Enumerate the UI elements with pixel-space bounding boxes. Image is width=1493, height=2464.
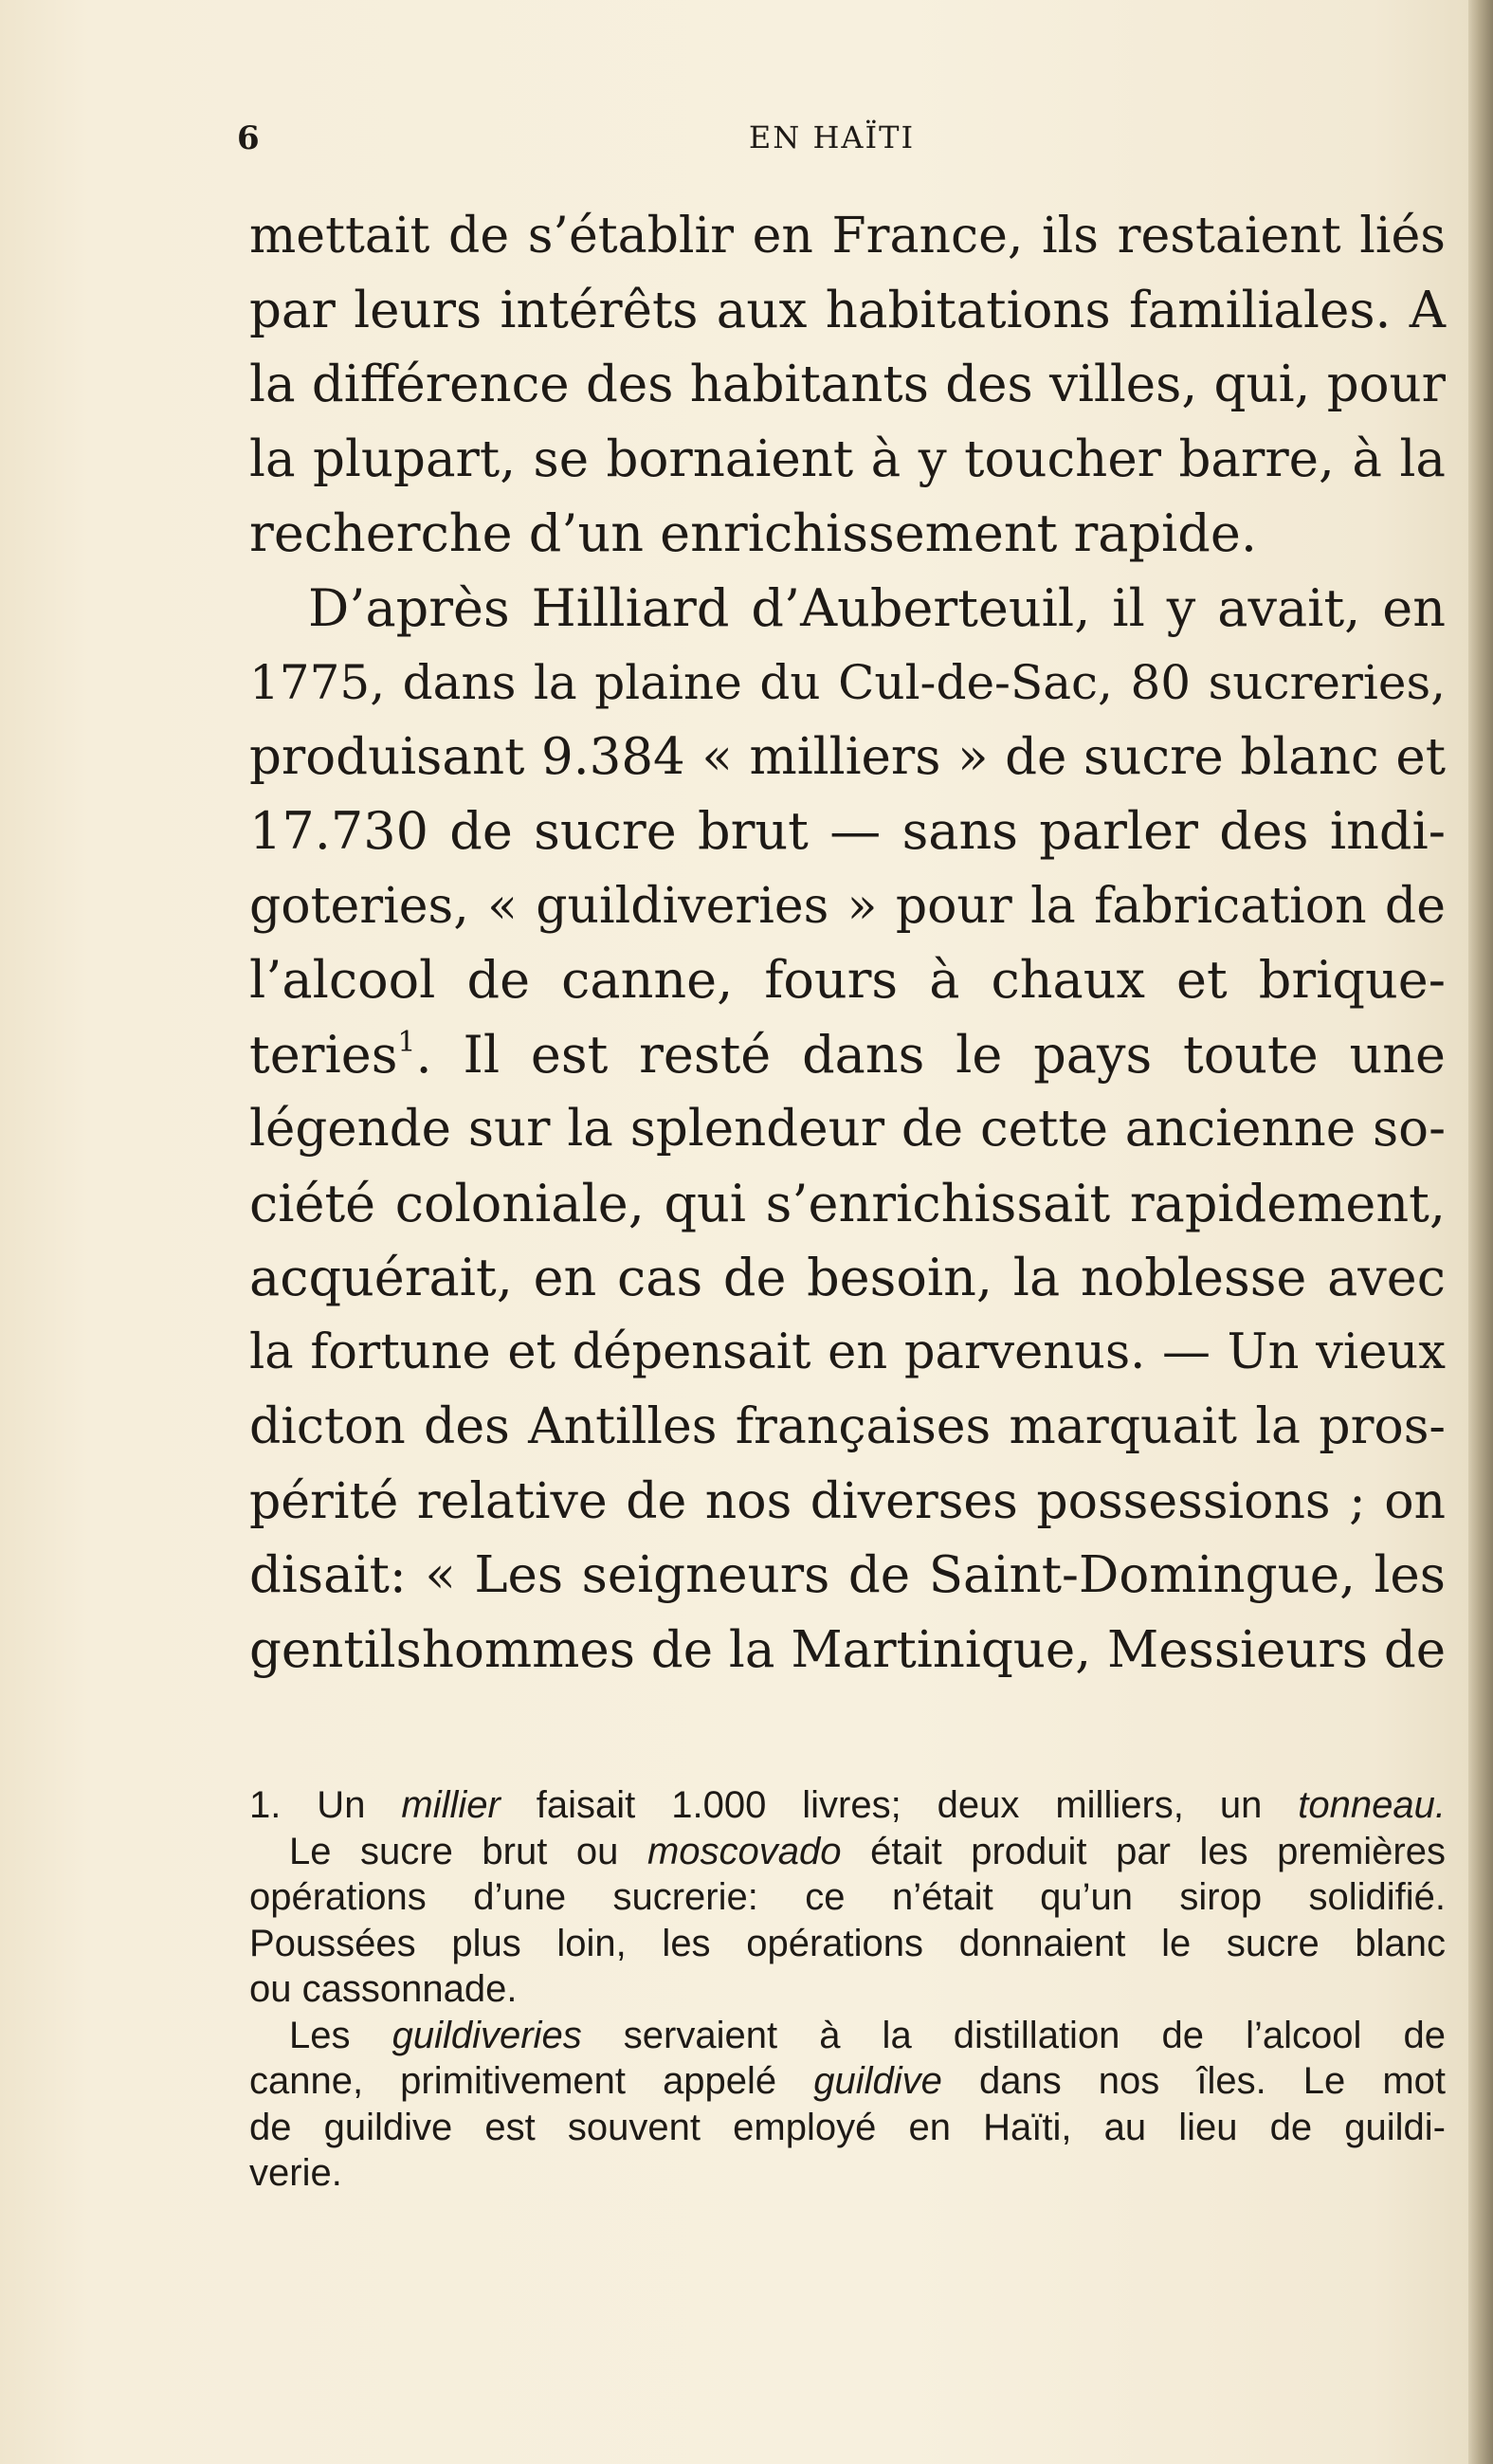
page-edge	[1468, 0, 1493, 2464]
text-line: légende sur la splendeur de cette ancienne so-	[249, 1100, 1446, 1158]
footnote-italic: moscovado	[646, 1830, 842, 1872]
text-line: 17.730 de sucre brut — sans parler des indi-	[249, 801, 1446, 861]
text-line: produisant 9.384 « milliers » de sucre blanc et	[249, 727, 1446, 786]
text-line: acquérait, en cas de besoin, la noblesse avec	[249, 1248, 1446, 1307]
footnote-text: Le sucre brut ou	[289, 1830, 647, 1872]
page-header	[237, 112, 1446, 169]
footnote-text: canne, primitivement appelé	[249, 2060, 814, 2102]
footnote-text: était produit par les premières	[841, 1830, 1446, 1872]
footnote-text: 1. Un	[249, 1784, 402, 1826]
footnotes	[249, 1782, 1446, 2197]
footnote-line	[249, 1829, 1446, 1875]
text-line: goteries, « guildiveries » pour la fabrication de	[249, 877, 1446, 935]
footnote-text: dans nos îles. Le mot	[941, 2060, 1446, 2102]
text-line: périté relative de nos diverses possessions ; on	[249, 1472, 1446, 1530]
footnote-italic: tonneau.	[1298, 1784, 1446, 1826]
text-line: disait: « Les seigneurs de Saint-Domingue, les	[249, 1546, 1446, 1604]
text-line: gentilshommes de la Martinique, Messieurs de	[249, 1620, 1447, 1679]
page-number: 6	[237, 119, 260, 157]
footnote-line	[249, 2058, 1446, 2105]
footnote-line: de guildive est souvent employé en Haïti, au lieu de guildi-	[249, 2106, 1446, 2148]
text-line: l’alcool de canne, fours à chaux et brique-	[249, 950, 1446, 1010]
text-line: la différence des habitants des villes, qui, pour	[249, 356, 1446, 413]
text-line: par leurs intérêts aux habitations familiales. A	[249, 281, 1446, 339]
text-line-with-footnote	[249, 1018, 1446, 1093]
footnote-text: Les	[289, 2014, 392, 2056]
text-fragment: . Il est resté dans le pays toute une	[415, 1024, 1446, 1085]
footnote-text: faisait 1.000 livres; deux milliers, un	[500, 1784, 1299, 1826]
footnote-italic: guildiveries	[391, 2014, 582, 2056]
footnote-line: Poussées plus loin, les opérations donnaient le sucre blanc	[249, 1922, 1446, 1964]
footnote-italic: millier	[401, 1784, 501, 1826]
body-text	[249, 199, 1446, 1688]
footnote-italic: guildive	[813, 2060, 942, 2102]
footnote-line: ou cassonnade.	[249, 1968, 518, 2010]
text-line: D’après Hilliard d’Auberteuil, il y avait, en	[308, 577, 1446, 638]
footnote-text: servaient à la distillation de l’alcool de	[581, 2014, 1446, 2056]
text-line: recherche d’un enrichissement rapide.	[249, 503, 1257, 563]
text-line: la fortune et dépensait en parvenus. — Un vieux	[249, 1323, 1446, 1380]
footnote-reference[interactable]: 1	[397, 1025, 416, 1059]
text-line: dicton des Antilles françaises marquait la pros-	[249, 1398, 1446, 1455]
text-fragment: teries	[249, 1024, 398, 1085]
footnote-line: opérations d’une sucrerie: ce n’était qu’un sirop solidifié.	[249, 1876, 1446, 1918]
running-title: EN HAÏTI	[748, 119, 916, 155]
footnote-line	[249, 1782, 1446, 1829]
text-line: mettait de s’établir en France, ils restaient liés	[249, 208, 1446, 265]
footnote-line	[249, 2013, 1446, 2059]
text-line: la plupart, se bornaient à y toucher barre, à la	[249, 429, 1446, 488]
footnote-line: verie.	[249, 2152, 342, 2194]
text-line: ciété coloniale, qui s’enrichissait rapidement,	[249, 1173, 1446, 1233]
text-line: 1775, dans la plaine du Cul-de-Sac, 80 sucreries,	[249, 655, 1446, 710]
